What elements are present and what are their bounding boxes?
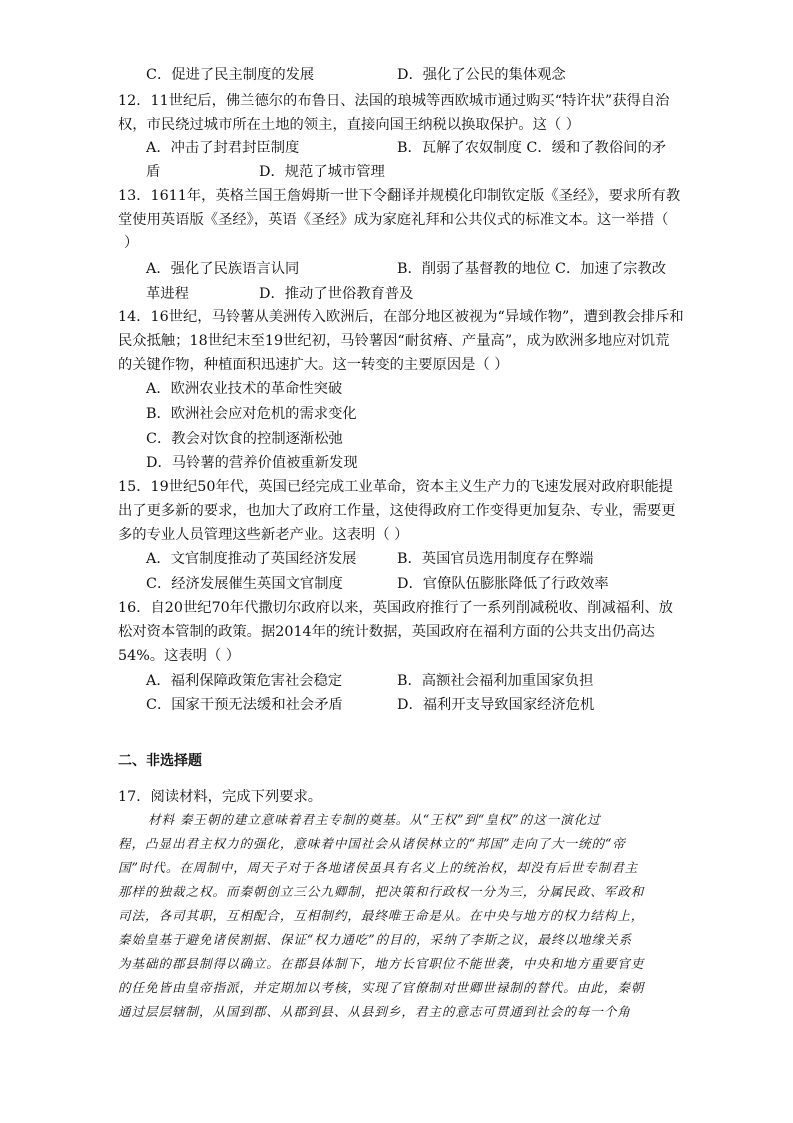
q13-option-d: D．推动了世俗教育普及 bbox=[259, 286, 414, 302]
q12-stem-line1: 12．11世纪后，佛兰德尔的布鲁日、法国的琅城等西欧城市通过购买“特许状”获得自治 bbox=[118, 93, 670, 109]
q16-option-d: D．福利开支导致国家经济危机 bbox=[397, 697, 595, 713]
q14-stem-line2: 民众抵触；18世纪末至19世纪初，马铃薯因“耐贫瘠、产量高”，成为欧洲多地应对饥荒 bbox=[118, 333, 670, 349]
q15-stem-line1: 15．19世纪50年代，英国已经完成工业革命，资本主义生产力的飞速发展对政府职能提 bbox=[118, 479, 673, 495]
q16-option-b: B．高额社会福利加重国家负担 bbox=[397, 673, 594, 689]
q12-option-c-cont: 盾 bbox=[146, 164, 161, 180]
q13-option-c-cont: 革进程 bbox=[146, 286, 189, 302]
q12-option-a: A．冲击了封君封臣制度 bbox=[146, 140, 300, 156]
q15-stem-line3: 多的专业人员管理这些新老产业。这表明（ ） bbox=[118, 527, 409, 543]
q17-material-line: 的任免皆由皇帝指派，并定期加以考核，实现了官僚制对世卿世禄制的替代。由此，秦朝 bbox=[118, 980, 645, 995]
q11-option-d: D．强化了公民的集体观念 bbox=[397, 67, 566, 83]
q17-material-line: 为基础的郡县制得以确立。在郡县体制下，地方长官职位不能世袭，中央和地方重要官吏 bbox=[118, 956, 645, 971]
q17-stem: 17．阅读材料，完成下列要求。 bbox=[118, 789, 323, 805]
section-title: 二、非选择题 bbox=[118, 753, 202, 769]
q14-option-a: A．欧洲农业技术的革命性突破 bbox=[146, 381, 343, 397]
q14-option-b: B．欧洲社会应对危机的需求变化 bbox=[146, 406, 357, 422]
q15-option-b: B．英国官员选用制度存在弊端 bbox=[397, 551, 594, 567]
q17-material-line: 司法，各司其职，互相配合，互相制约，最终唯王命是从。在中央与地方的权力结构上， bbox=[118, 908, 645, 923]
q13-option-bc: B．削弱了基督教的地位 C．加速了宗教改 bbox=[397, 261, 667, 277]
q17-material-line: 国”时代。在周制中，周天子对于各地诸侯虽具有名义上的统治权，却没有后世专制君主 bbox=[118, 860, 639, 875]
q16-option-a: A．福利保障政策危害社会稳定 bbox=[146, 673, 343, 689]
q15-option-c: C．经济发展催生英国文官制度 bbox=[146, 576, 343, 592]
q15-option-d: D．官僚队伍膨胀降低了行政效率 bbox=[397, 576, 609, 592]
q15-stem-line2: 出了更多新的要求，也加大了政府工作量，这使得政府工作变得更加复杂、专业，需要更 bbox=[118, 503, 676, 519]
q16-stem-line2: 松对资本管制的政策。据2014年的统计数据，英国政府在福利方面的公共支出仍高达 bbox=[118, 624, 655, 640]
q14-option-d: D．马铃薯的营养价值被重新发现 bbox=[146, 455, 358, 471]
q13-stem-line3: ） bbox=[124, 235, 139, 251]
q17-material-line: 程，凸显出君主权力的强化，意味着中国社会从诸侯林立的“邦国”走向了大一统的“帝 bbox=[118, 836, 626, 851]
q16-stem-line1: 16．自20世纪70年代撒切尔政府以来，英国政府推行了一系列削减税收、削减福利、放 bbox=[118, 600, 673, 616]
q16-option-c: C．国家干预无法缓和社会矛盾 bbox=[146, 697, 343, 713]
q13-option-a: A．强化了民族语言认同 bbox=[146, 261, 300, 277]
q16-stem-line3: 54%。这表明（ ） bbox=[118, 648, 241, 664]
q17-material-line: 那样的独裁之权。而秦朝创立三公九卿制，把决策和行政权一分为三，分属民政、军政和 bbox=[118, 884, 645, 899]
q14-option-c: C．教会对饮食的控制逐渐松弛 bbox=[146, 431, 343, 447]
q15-option-a: A．文官制度推动了英国经济发展 bbox=[146, 551, 357, 567]
q12-option-bc: B．瓦解了农奴制度 C．缓和了教俗间的矛 bbox=[397, 140, 667, 156]
q17-material-line: 材料 秦王朝的建立意味着君主专制的奠基。从“王权”到“皇权”的这一演化过 bbox=[148, 812, 601, 827]
q11-option-c: C．促进了民主制度的发展 bbox=[146, 67, 315, 83]
q14-stem-line3: 的关键作物，种植面积迅速扩大。这一转变的主要原因是（ ） bbox=[118, 357, 509, 373]
q12-option-d: D．规范了城市管理 bbox=[259, 164, 385, 180]
q13-stem-line1: 13．1611年，英格兰国王詹姆斯一世下令翻译并规模化印制钦定版《圣经》，要求所有教 bbox=[118, 188, 681, 204]
q13-stem-line2: 堂使用英语版《圣经》，英语《圣经》成为家庭礼拜和公共仪式的标准文本。这一举措（ bbox=[118, 212, 669, 228]
q17-material-line: 秦始皇基于避免诸侯割据、保证“权力通吃”的目的，采纳了李斯之议，最终以地缘关系 bbox=[118, 932, 632, 947]
q12-stem-line2: 权，市民绕过城市所在土地的领主，直接向国王纳税以换取保护。这（ ） bbox=[118, 117, 581, 133]
q14-stem-line1: 14．16世纪，马铃薯从美洲传入欧洲后，在部分地区被视为“异域作物”，遭到教会排斥和 bbox=[118, 309, 684, 325]
q17-material-line: 通过层层辖制，从国到郡、从郡到县、从县到乡，君主的意志可贯通到社会的每一个角 bbox=[118, 1004, 631, 1019]
